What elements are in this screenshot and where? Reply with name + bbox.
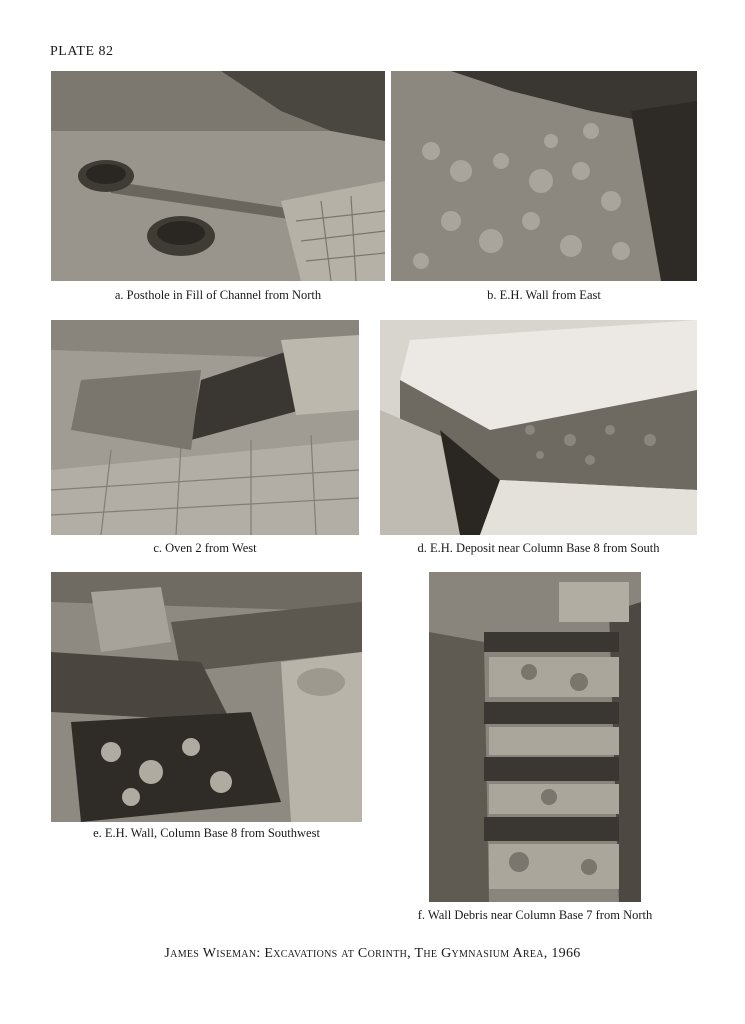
photo-oven-2-from-west <box>51 320 359 535</box>
caption-b: b. E.H. Wall from East <box>487 288 601 302</box>
plate-label: PLATE 82 <box>50 44 114 59</box>
photo-eh-deposit-near-column-base-8 <box>380 320 697 535</box>
photo-eh-wall-column-base-8 <box>51 572 362 822</box>
photo-wall-debris-near-column-base-7 <box>429 572 641 902</box>
running-footer: James Wiseman: Excavations at Corinth, The Gymnasium Area, 1966 <box>164 946 581 961</box>
photo-eh-wall-from-east <box>391 71 697 281</box>
photo-posthole-in-fill-of-channel <box>51 71 385 281</box>
caption-f: f. Wall Debris near Column Base 7 from North <box>417 908 653 922</box>
caption-d: d. E.H. Deposit near Column Base 8 from South <box>417 541 660 555</box>
caption-c: c. Oven 2 from West <box>153 541 257 555</box>
caption-a: a. Posthole in Fill of Channel from North <box>114 288 322 302</box>
caption-e: e. E.H. Wall, Column Base 8 from Southwest <box>93 826 320 840</box>
